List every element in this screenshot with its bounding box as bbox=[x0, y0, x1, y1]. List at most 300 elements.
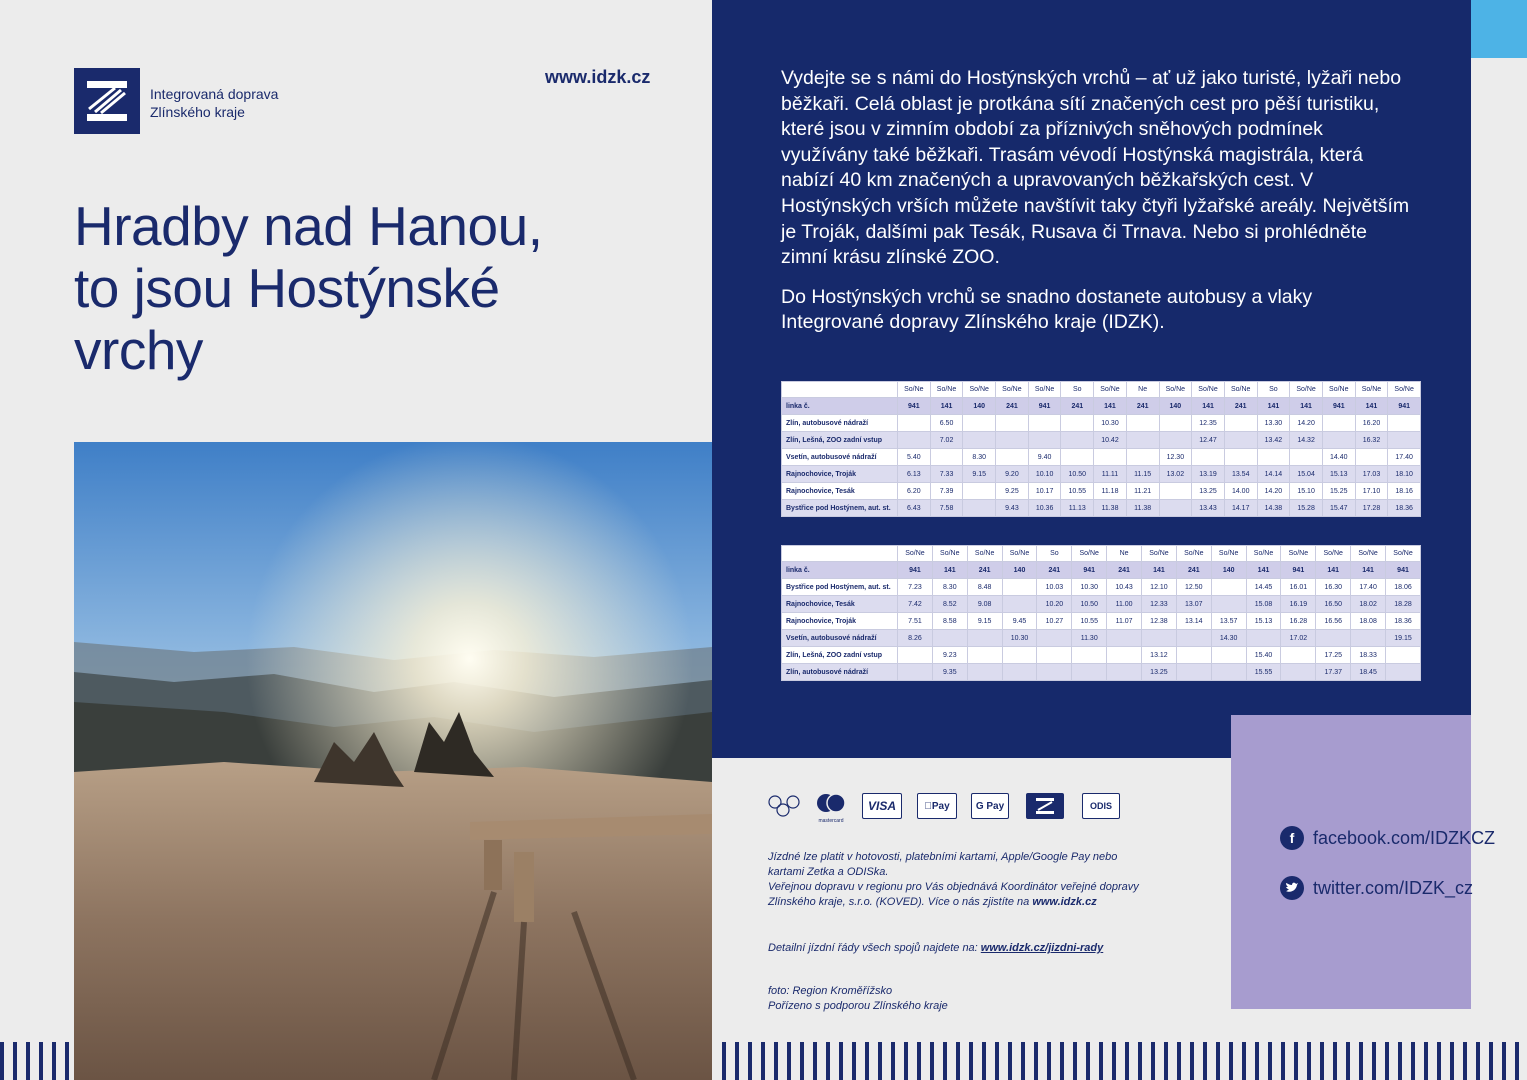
social-panel bbox=[1231, 715, 1474, 1009]
day-cell: So/Ne bbox=[1316, 546, 1351, 562]
time-cell bbox=[1107, 630, 1142, 647]
line-number-cell: 241 bbox=[996, 398, 1029, 415]
time-cell bbox=[1322, 415, 1355, 432]
koved-note-text: Zlínského kraje, s.r.o. (KOVED). Více o nás zjistíte na bbox=[768, 896, 1033, 908]
time-cell: 15.04 bbox=[1290, 466, 1323, 483]
time-cell bbox=[963, 415, 996, 432]
credits bbox=[768, 984, 948, 1014]
winter-landscape-image bbox=[74, 442, 712, 1080]
time-cell bbox=[1126, 432, 1159, 449]
time-cell bbox=[963, 432, 996, 449]
time-cell bbox=[1246, 630, 1281, 647]
time-cell: 10.55 bbox=[1061, 483, 1094, 500]
time-cell: 17.02 bbox=[1281, 630, 1316, 647]
line-number-cell: 241 bbox=[967, 562, 1002, 579]
stop-name: Zlín, autobusové nádraží bbox=[782, 664, 898, 681]
time-cell: 14.00 bbox=[1224, 483, 1257, 500]
time-cell: 16.32 bbox=[1355, 432, 1388, 449]
time-cell bbox=[1211, 647, 1246, 664]
time-cell: 7.02 bbox=[930, 432, 963, 449]
table-row bbox=[782, 630, 1421, 647]
line-number-cell: 941 bbox=[1281, 562, 1316, 579]
time-cell: 15.10 bbox=[1290, 483, 1323, 500]
visa-icon: VISA bbox=[862, 793, 902, 819]
time-cell: 9.35 bbox=[932, 664, 967, 681]
time-cell: 8.26 bbox=[898, 630, 933, 647]
timetable-outbound bbox=[781, 381, 1421, 517]
time-cell: 10.17 bbox=[1028, 483, 1061, 500]
time-cell bbox=[1316, 630, 1351, 647]
day-cell: So/Ne bbox=[1002, 546, 1037, 562]
time-cell bbox=[1224, 449, 1257, 466]
time-cell: 13.25 bbox=[1142, 664, 1177, 681]
table-row bbox=[782, 449, 1421, 466]
time-cell: 10.30 bbox=[1072, 579, 1107, 596]
time-cell: 10.50 bbox=[1072, 596, 1107, 613]
time-cell: 16.56 bbox=[1316, 613, 1351, 630]
time-cell: 13.42 bbox=[1257, 432, 1290, 449]
time-cell: 15.13 bbox=[1246, 613, 1281, 630]
time-cell: 17.25 bbox=[1316, 647, 1351, 664]
day-cell: So/Ne bbox=[1094, 382, 1127, 398]
day-cell: So/Ne bbox=[996, 382, 1029, 398]
time-cell: 13.02 bbox=[1159, 466, 1192, 483]
time-cell: 10.55 bbox=[1072, 613, 1107, 630]
mastercard-icon bbox=[814, 793, 848, 824]
time-cell bbox=[1388, 415, 1421, 432]
time-cell bbox=[1192, 449, 1225, 466]
time-cell bbox=[1028, 432, 1061, 449]
day-cell: So/Ne bbox=[1386, 546, 1421, 562]
time-cell: 14.40 bbox=[1322, 449, 1355, 466]
time-cell bbox=[963, 483, 996, 500]
google-pay-icon: G Pay bbox=[971, 793, 1009, 819]
day-cell: So/Ne bbox=[1351, 546, 1386, 562]
line-number-cell: 941 bbox=[898, 562, 933, 579]
day-cell: So/Ne bbox=[1281, 546, 1316, 562]
day-cell: So/Ne bbox=[1290, 382, 1323, 398]
time-cell bbox=[1107, 647, 1142, 664]
line-number-cell: 141 bbox=[1355, 398, 1388, 415]
time-cell bbox=[963, 500, 996, 517]
time-cell: 15.55 bbox=[1246, 664, 1281, 681]
line-number-cell: 941 bbox=[1322, 398, 1355, 415]
time-cell: 13.14 bbox=[1176, 613, 1211, 630]
time-cell bbox=[1211, 664, 1246, 681]
time-cell bbox=[898, 415, 931, 432]
time-cell: 11.11 bbox=[1094, 466, 1127, 483]
time-cell: 17.37 bbox=[1316, 664, 1351, 681]
time-cell: 15.25 bbox=[1322, 483, 1355, 500]
time-cell: 9.08 bbox=[967, 596, 1002, 613]
time-cell: 16.50 bbox=[1316, 596, 1351, 613]
time-cell: 11.38 bbox=[1126, 500, 1159, 517]
time-cell: 8.30 bbox=[932, 579, 967, 596]
time-cell bbox=[1107, 664, 1142, 681]
support-note: Pořízeno s podporou Zlínského kraje bbox=[768, 1000, 948, 1012]
line-label: linka č. bbox=[782, 398, 898, 415]
time-cell: 18.08 bbox=[1351, 613, 1386, 630]
day-cell: So/Ne bbox=[1176, 546, 1211, 562]
facebook-link[interactable] bbox=[1280, 826, 1495, 850]
time-cell: 11.18 bbox=[1094, 483, 1127, 500]
time-cell: 18.36 bbox=[1386, 613, 1421, 630]
line-number-cell: 941 bbox=[1072, 562, 1107, 579]
time-cell: 12.50 bbox=[1176, 579, 1211, 596]
time-cell bbox=[898, 664, 933, 681]
line-number-cell: 941 bbox=[1028, 398, 1061, 415]
day-cell: Ne bbox=[1126, 382, 1159, 398]
day-cell: So/Ne bbox=[1142, 546, 1177, 562]
line-number-cell: 241 bbox=[1176, 562, 1211, 579]
line-number-cell: 241 bbox=[1061, 398, 1094, 415]
day-cell: So/Ne bbox=[1159, 382, 1192, 398]
line-label: linka č. bbox=[782, 562, 898, 579]
line-row bbox=[782, 562, 1421, 579]
page-title bbox=[74, 195, 674, 381]
time-cell: 10.10 bbox=[1028, 466, 1061, 483]
stop-name: Zlín, autobusové nádraží bbox=[782, 415, 898, 432]
table-row bbox=[782, 596, 1421, 613]
time-cell bbox=[1002, 596, 1037, 613]
time-cell bbox=[1037, 647, 1072, 664]
time-cell: 9.43 bbox=[996, 500, 1029, 517]
time-cell: 12.38 bbox=[1142, 613, 1177, 630]
intro-text bbox=[781, 66, 1411, 350]
time-cell: 12.30 bbox=[1159, 449, 1192, 466]
time-cell bbox=[967, 664, 1002, 681]
time-cell bbox=[1002, 579, 1037, 596]
day-cell: So/Ne bbox=[898, 546, 933, 562]
time-cell: 10.27 bbox=[1037, 613, 1072, 630]
time-cell bbox=[932, 630, 967, 647]
time-cell bbox=[898, 647, 933, 664]
time-cell: 13.25 bbox=[1192, 483, 1225, 500]
stop-name: Vsetín, autobusové nádraží bbox=[782, 630, 898, 647]
time-cell: 12.33 bbox=[1142, 596, 1177, 613]
day-cell: So/Ne bbox=[1322, 382, 1355, 398]
line-number-cell: 140 bbox=[963, 398, 996, 415]
idzk-logo bbox=[74, 68, 140, 134]
time-cell: 7.39 bbox=[930, 483, 963, 500]
photo-credit: foto: Region Kroměřížsko bbox=[768, 985, 893, 997]
day-cell: So/Ne bbox=[1355, 382, 1388, 398]
time-cell: 14.20 bbox=[1257, 483, 1290, 500]
time-cell bbox=[1002, 647, 1037, 664]
line-number-cell: 141 bbox=[930, 398, 963, 415]
koved-note-line-1: Veřejnou dopravu v regionu pro Vás objednává Koordinátor veřejné dopravy bbox=[768, 881, 1139, 893]
table-row bbox=[782, 432, 1421, 449]
time-cell bbox=[1176, 664, 1211, 681]
time-cell bbox=[996, 432, 1029, 449]
line-number-cell: 141 bbox=[1257, 398, 1290, 415]
time-cell: 14.14 bbox=[1257, 466, 1290, 483]
mastercard-label: mastercard bbox=[818, 818, 844, 824]
time-cell: 9.23 bbox=[932, 647, 967, 664]
day-cell: So/Ne bbox=[1246, 546, 1281, 562]
time-cell bbox=[967, 647, 1002, 664]
day-cell: So/Ne bbox=[898, 382, 931, 398]
line-number-cell: 941 bbox=[1386, 562, 1421, 579]
time-cell: 9.20 bbox=[996, 466, 1029, 483]
day-cell: So/Ne bbox=[1224, 382, 1257, 398]
time-cell: 7.42 bbox=[898, 596, 933, 613]
table-row bbox=[782, 415, 1421, 432]
time-cell: 13.07 bbox=[1176, 596, 1211, 613]
time-cell bbox=[967, 630, 1002, 647]
time-cell: 11.00 bbox=[1107, 596, 1142, 613]
time-cell: 15.40 bbox=[1246, 647, 1281, 664]
day-cell: So/Ne bbox=[930, 382, 963, 398]
time-cell bbox=[1176, 630, 1211, 647]
time-cell bbox=[1386, 647, 1421, 664]
line-number-cell: 140 bbox=[1002, 562, 1037, 579]
time-cell bbox=[1211, 579, 1246, 596]
time-cell: 10.20 bbox=[1037, 596, 1072, 613]
time-cell: 17.03 bbox=[1355, 466, 1388, 483]
time-cell: 7.58 bbox=[930, 500, 963, 517]
zetka-card-icon bbox=[766, 793, 802, 821]
stop-name: Zlín, Lešná, ZOO zadní vstup bbox=[782, 432, 898, 449]
time-cell: 16.28 bbox=[1281, 613, 1316, 630]
time-cell: 14.17 bbox=[1224, 500, 1257, 517]
time-cell: 16.20 bbox=[1355, 415, 1388, 432]
stop-name: Rajnochovice, Troják bbox=[782, 613, 898, 630]
table-row bbox=[782, 664, 1421, 681]
time-cell: 18.06 bbox=[1386, 579, 1421, 596]
day-cell: So/Ne bbox=[932, 546, 967, 562]
empty-cell bbox=[782, 546, 898, 562]
time-cell: 16.30 bbox=[1316, 579, 1351, 596]
time-cell: 10.42 bbox=[1094, 432, 1127, 449]
time-cell bbox=[1386, 664, 1421, 681]
time-cell: 17.10 bbox=[1355, 483, 1388, 500]
time-cell: 13.12 bbox=[1142, 647, 1177, 664]
time-cell bbox=[1176, 647, 1211, 664]
day-cell: So/Ne bbox=[1388, 382, 1421, 398]
day-cell: So/Ne bbox=[1028, 382, 1061, 398]
time-cell: 18.16 bbox=[1388, 483, 1421, 500]
table-row bbox=[782, 579, 1421, 596]
stop-name: Zlín, Lešná, ZOO zadní vstup bbox=[782, 647, 898, 664]
time-cell: 8.48 bbox=[967, 579, 1002, 596]
time-cell: 10.43 bbox=[1107, 579, 1142, 596]
time-cell: 14.32 bbox=[1290, 432, 1323, 449]
line-number-cell: 241 bbox=[1037, 562, 1072, 579]
time-cell bbox=[1388, 432, 1421, 449]
odis-icon: ODIS bbox=[1082, 793, 1120, 819]
time-cell: 16.19 bbox=[1281, 596, 1316, 613]
timetable-return bbox=[781, 545, 1421, 681]
time-cell bbox=[1037, 630, 1072, 647]
line-number-cell: 141 bbox=[1192, 398, 1225, 415]
time-cell bbox=[1355, 449, 1388, 466]
corner-accent bbox=[1471, 0, 1527, 58]
time-cell: 9.15 bbox=[967, 613, 1002, 630]
brand-line-2: Zlínského kraje bbox=[150, 104, 245, 120]
stripe-decoration-right bbox=[722, 1042, 1527, 1080]
day-cell: So bbox=[1257, 382, 1290, 398]
stop-name: Vsetín, autobusové nádraží bbox=[782, 449, 898, 466]
line-number-cell: 241 bbox=[1126, 398, 1159, 415]
time-cell: 8.58 bbox=[932, 613, 967, 630]
time-cell bbox=[996, 415, 1029, 432]
time-cell: 12.10 bbox=[1142, 579, 1177, 596]
timetable-note-text: Detailní jízdní řády všech spojů najdete na: bbox=[768, 942, 981, 954]
time-cell: 9.45 bbox=[1002, 613, 1037, 630]
days-row bbox=[782, 546, 1421, 562]
time-cell: 15.08 bbox=[1246, 596, 1281, 613]
time-cell: 11.38 bbox=[1094, 500, 1127, 517]
table-row bbox=[782, 466, 1421, 483]
days-row bbox=[782, 382, 1421, 398]
stop-name: Rajnochovice, Troják bbox=[782, 466, 898, 483]
time-cell: 10.50 bbox=[1061, 466, 1094, 483]
time-cell bbox=[1159, 500, 1192, 517]
time-cell: 14.45 bbox=[1246, 579, 1281, 596]
line-number-cell: 141 bbox=[1246, 562, 1281, 579]
line-number-cell: 141 bbox=[1316, 562, 1351, 579]
time-cell: 7.51 bbox=[898, 613, 933, 630]
koved-link[interactable]: www.idzk.cz bbox=[1032, 896, 1097, 908]
time-cell: 7.23 bbox=[898, 579, 933, 596]
stop-name: Bystřice pod Hostýnem, aut. st. bbox=[782, 500, 898, 517]
stop-name: Bystřice pod Hostýnem, aut. st. bbox=[782, 579, 898, 596]
time-cell bbox=[1072, 647, 1107, 664]
payment-note-line-1: Jízdné lze platit v hotovosti, platebními kartami, Apple/Google Pay nebo bbox=[768, 851, 1118, 863]
time-cell: 11.15 bbox=[1126, 466, 1159, 483]
intro-paragraph-1: Vydejte se s námi do Hostýnských vrchů – ať už jako turisté, lyžaři nebo běžkaři. Celá oblast je protkána sítí značených cest pro pěší turistiku, které jsou v zimním období za příznivých sněhových podmínek využívány také běžkaři. Trasám vévodí Hostýnská magistrála, která nabízí 40 km značených a upravovaných běžkařských cest. V Hostýnských vrších můžete navštívit taky čtyři lyžařské areály. Největším je Troják, dalšími pak Tesák, Rusava či Trnava. Nebo si prohlédněte zimní krásu zlínské ZOO. bbox=[781, 67, 1410, 269]
payment-note-line-2: kartami Zetka a ODISka. bbox=[768, 866, 889, 878]
time-cell: 17.40 bbox=[1351, 579, 1386, 596]
time-cell bbox=[996, 449, 1029, 466]
time-cell: 15.28 bbox=[1290, 500, 1323, 517]
time-cell bbox=[1037, 664, 1072, 681]
time-cell: 14.20 bbox=[1290, 415, 1323, 432]
time-cell bbox=[1142, 630, 1177, 647]
time-cell bbox=[1061, 449, 1094, 466]
payment-note bbox=[768, 850, 1139, 910]
table-row bbox=[782, 500, 1421, 517]
twitter-icon bbox=[1280, 876, 1304, 900]
time-cell: 15.47 bbox=[1322, 500, 1355, 517]
time-cell: 6.43 bbox=[898, 500, 931, 517]
day-cell: So/Ne bbox=[1192, 382, 1225, 398]
table-row bbox=[782, 647, 1421, 664]
day-cell: Ne bbox=[1107, 546, 1142, 562]
time-cell: 10.30 bbox=[1002, 630, 1037, 647]
day-cell: So bbox=[1037, 546, 1072, 562]
time-cell: 11.30 bbox=[1072, 630, 1107, 647]
time-cell: 9.25 bbox=[996, 483, 1029, 500]
time-cell bbox=[1094, 449, 1127, 466]
stripe-decoration-left bbox=[0, 1042, 74, 1080]
line-number-cell: 941 bbox=[1388, 398, 1421, 415]
line-number-cell: 140 bbox=[1159, 398, 1192, 415]
time-cell: 13.57 bbox=[1211, 613, 1246, 630]
line-number-cell: 141 bbox=[1142, 562, 1177, 579]
line-number-cell: 941 bbox=[898, 398, 931, 415]
title-line-3: vrchy bbox=[74, 319, 203, 381]
website-link[interactable]: www.idzk.cz bbox=[545, 67, 651, 87]
time-cell bbox=[1061, 415, 1094, 432]
time-cell bbox=[1061, 432, 1094, 449]
time-cell: 12.35 bbox=[1192, 415, 1225, 432]
twitter-link[interactable] bbox=[1280, 876, 1473, 900]
time-cell: 11.07 bbox=[1107, 613, 1142, 630]
time-cell: 6.20 bbox=[898, 483, 931, 500]
line-number-cell: 241 bbox=[1224, 398, 1257, 415]
day-cell: So/Ne bbox=[963, 382, 996, 398]
time-cell bbox=[930, 449, 963, 466]
time-cell: 10.36 bbox=[1028, 500, 1061, 517]
time-cell: 13.54 bbox=[1224, 466, 1257, 483]
time-cell: 7.33 bbox=[930, 466, 963, 483]
time-cell: 6.13 bbox=[898, 466, 931, 483]
time-cell bbox=[1002, 664, 1037, 681]
time-cell: 17.40 bbox=[1388, 449, 1421, 466]
day-cell: So/Ne bbox=[967, 546, 1002, 562]
time-cell: 9.15 bbox=[963, 466, 996, 483]
time-cell: 18.45 bbox=[1351, 664, 1386, 681]
time-cell bbox=[1159, 483, 1192, 500]
time-cell bbox=[1126, 449, 1159, 466]
day-cell: So/Ne bbox=[1211, 546, 1246, 562]
time-cell bbox=[1211, 596, 1246, 613]
timetable-link[interactable]: www.idzk.cz/jizdni-rady bbox=[980, 942, 1104, 954]
time-cell: 18.28 bbox=[1386, 596, 1421, 613]
time-cell bbox=[1126, 415, 1159, 432]
time-cell: 6.50 bbox=[930, 415, 963, 432]
koved-note-line-2 bbox=[768, 895, 1139, 910]
line-row bbox=[782, 398, 1421, 415]
time-cell: 10.30 bbox=[1094, 415, 1127, 432]
time-cell bbox=[1281, 664, 1316, 681]
time-cell: 14.30 bbox=[1211, 630, 1246, 647]
stop-name: Rajnochovice, Tesák bbox=[782, 596, 898, 613]
time-cell bbox=[898, 432, 931, 449]
intro-paragraph-2: Do Hostýnských vrchů se snadno dostanete autobusy a vlaky Integrované dopravy Zlínského kraje (IDZK). bbox=[781, 285, 1313, 334]
time-cell: 18.36 bbox=[1388, 500, 1421, 517]
time-cell bbox=[1028, 415, 1061, 432]
time-cell bbox=[1281, 647, 1316, 664]
time-cell: 17.28 bbox=[1355, 500, 1388, 517]
table-row bbox=[782, 483, 1421, 500]
time-cell: 18.02 bbox=[1351, 596, 1386, 613]
time-cell: 15.13 bbox=[1322, 466, 1355, 483]
empty-cell bbox=[782, 382, 898, 398]
line-number-cell: 241 bbox=[1107, 562, 1142, 579]
stop-name: Rajnochovice, Tesák bbox=[782, 483, 898, 500]
time-cell bbox=[1322, 432, 1355, 449]
time-cell: 5.40 bbox=[898, 449, 931, 466]
timetable-note bbox=[768, 941, 1103, 956]
time-cell: 14.38 bbox=[1257, 500, 1290, 517]
time-cell: 13.30 bbox=[1257, 415, 1290, 432]
time-cell: 11.21 bbox=[1126, 483, 1159, 500]
time-cell bbox=[1351, 630, 1386, 647]
time-cell: 11.13 bbox=[1061, 500, 1094, 517]
apple-pay-label: Pay bbox=[928, 800, 946, 812]
time-cell bbox=[1159, 432, 1192, 449]
table-row bbox=[782, 613, 1421, 630]
title-line-1: Hradby nad Hanou, bbox=[74, 195, 543, 257]
line-number-cell: 141 bbox=[932, 562, 967, 579]
apple-pay-icon bbox=[917, 793, 957, 819]
twitter-label: twitter.com/IDZK_cz bbox=[1313, 877, 1474, 898]
brand-line-1: Integrovaná doprava bbox=[150, 86, 279, 102]
facebook-label: facebook.com/IDZKCZ bbox=[1313, 827, 1496, 848]
